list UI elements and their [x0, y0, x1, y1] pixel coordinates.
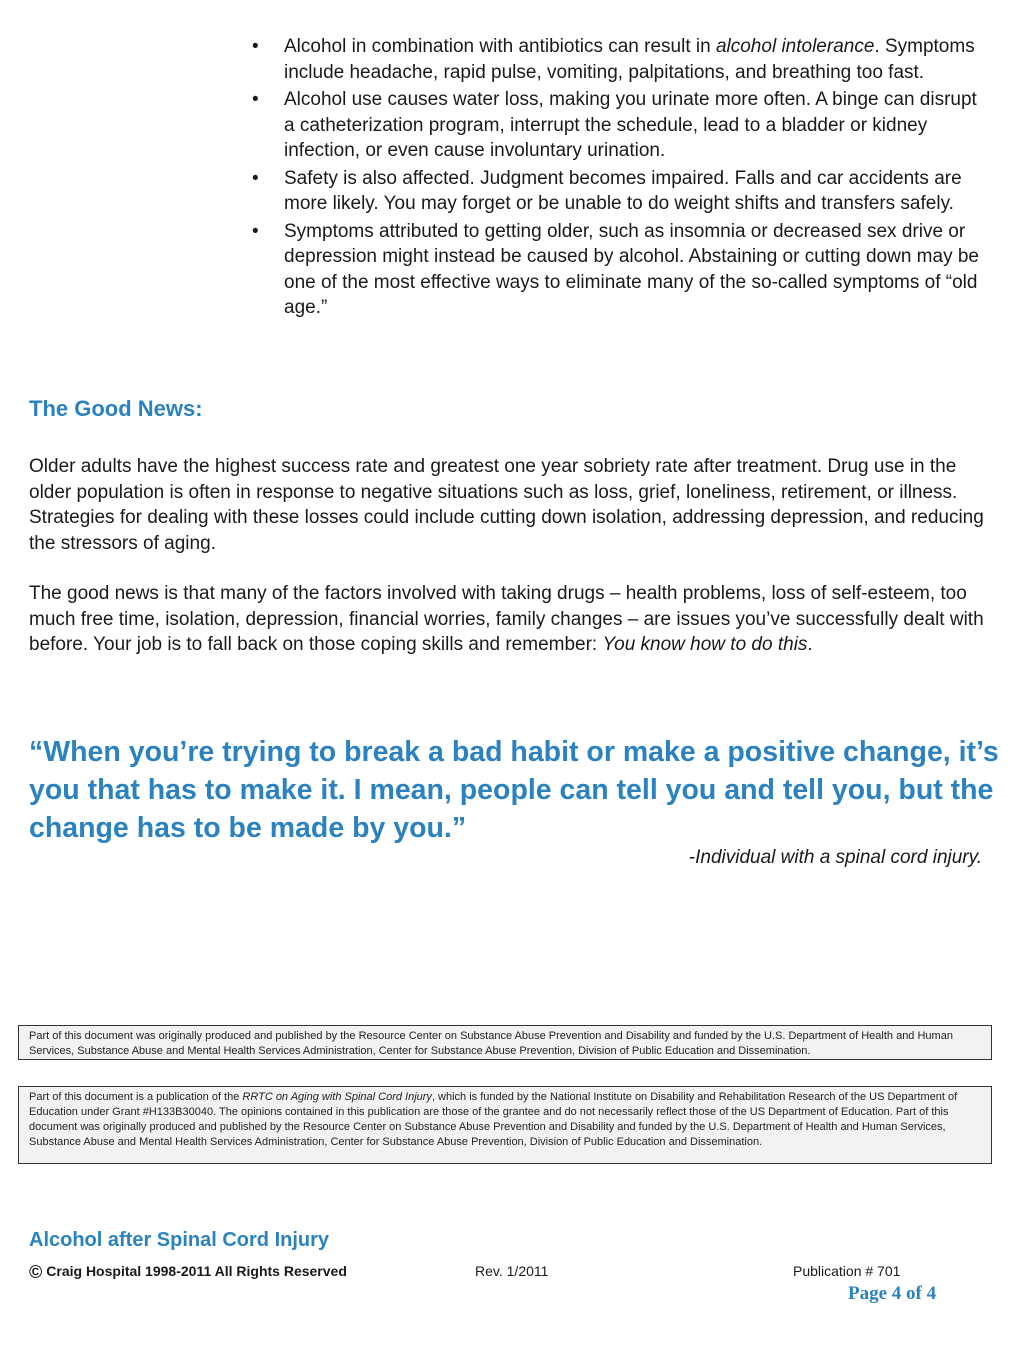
footer-publication-number: Publication # 701 [793, 1263, 901, 1279]
list-item: • Symptoms attributed to getting older, such as insomnia or decreased sex drive or depression might instead be caused by alcohol. Abstaining or cutting down may be one of the most effective ways to eliminate many of the so-called symptoms of “old age.” [252, 220, 979, 318]
paragraph-good-news: The good news is that many of the factors involved with taking drugs – health problems, loss of self-esteem, too much free time, isolation, depression, financial worries, family changes – are issues you’ve successfully dealt with before. Your job is to fall back on those coping skills and remember: You know how to do this. [29, 583, 984, 655]
paragraph-success-rate: Older adults have the highest success rate and greatest one year sobriety rate after treatment. Drug use in the older population is often in response to negative situations such as loss, grief, loneliness, retirement, or illness. Strategies for dealing with these losses could include cutting down isolation, addressing depression, and reducing the stressors of aging. [29, 456, 984, 554]
list-item: • Alcohol in combination with antibiotics can result in alcohol intolerance. Symptoms include headache, rapid pulse, vomiting, palpitations, and breathing too fast. [252, 36, 975, 83]
section-heading: The Good News: [29, 396, 203, 421]
source-note-box: Part of this document was originally produced and published by the Resource Center on Substance Abuse Prevention and Disability and funded by the U.S. Department of Health and Human Services, Substance Abuse and Mental Health Services Administration, Center for Substance Abuse Prevention, Division of Public Education and Dissemination. [18, 1025, 992, 1060]
bullet-icon: • [252, 220, 259, 242]
footer-copyright: © Craig Hospital 1998-2011 All Rights Reserved [29, 1262, 347, 1282]
bullet-icon: • [252, 89, 259, 110]
bullet-icon: • [252, 167, 259, 189]
copyright-icon: © [29, 1262, 43, 1282]
footer-revision: Rev. 1/2011 [475, 1263, 549, 1279]
pull-quote: “When you’re trying to break a bad habit or make a positive change, it’s you that has to make it. I mean, people can tell you and tell you, but the change has to be made by you.” [29, 736, 999, 844]
publication-note-box: Part of this document is a publication of the RRTC on Aging with Spinal Cord Injury, which is funded by the National Institute on Disability and Rehabilitation Research of the US Department of Education under Grant #H133B30040. The opinions contained in this publication are those of the grantee and do not necessarily reflect those of the US Department of Education. Part of this document was originally produced and published by the Resource Center on Substance Abuse Prevention and Disability and funded by the U.S. Department of Health and Human Services, Substance Abuse and Mental Health Services Administration, Center for Substance Abuse Prevention, Division of Public Education and Dissemination. [18, 1086, 992, 1164]
bullet-icon: • [252, 36, 259, 57]
list-item: • Safety is also affected. Judgment becomes impaired. Falls and car accidents are more likely. You may forget or be unable to do weight shifts and transfers safely. [252, 167, 962, 214]
footer-title: Alcohol after Spinal Cord Injury [29, 1229, 330, 1251]
quote-attribution: -Individual with a spinal cord injury. [688, 847, 982, 868]
list-item: • Alcohol use causes water loss, making you urinate more often. A binge can disrupt a catheterization program, interrupt the schedule, lead to a bladder or kidney infection, or even cause involuntary urination. [252, 89, 977, 161]
bullet-list [252, 34, 992, 323]
page-number: Page 4 of 4 [848, 1283, 937, 1304]
